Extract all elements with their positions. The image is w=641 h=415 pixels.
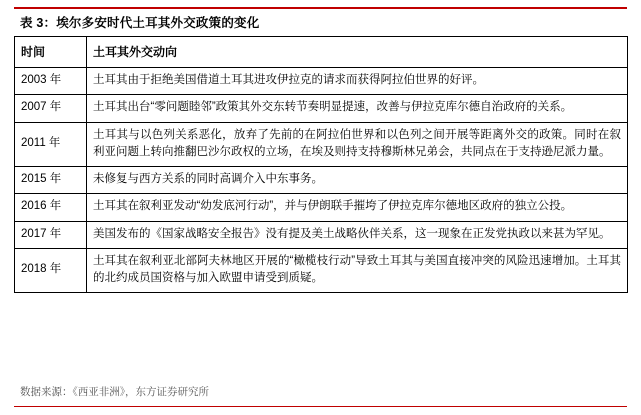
source-note: 数据来源：《西亚非洲》，东方证券研究所 — [20, 386, 209, 398]
cell-description: 土耳其与以色列关系恶化，放弃了先前的在阿拉伯世界和以色列之间开展等距离外交的政策。同时在叙利亚问题上转向推翻巴沙尔政权的立场，在埃及则持支持穆斯林兄弟会，共同点在于支持逊尼派力量。 — [87, 122, 628, 167]
page-title: 表 3：埃尔多安时代土耳其外交政策的变化 — [20, 16, 260, 30]
cell-description: 土耳其在叙利亚发动“幼发底河行动”，并与伊朗联手摧垮了伊拉克库尔德地区政府的独立公投。 — [87, 194, 628, 221]
cell-time: 2015 年 — [15, 167, 87, 194]
column-header-time: 时间 — [15, 37, 87, 68]
table-row — [15, 194, 628, 221]
cell-description: 土耳其由于拒绝美国借道土耳其进攻伊拉克的请求而获得阿拉伯世界的好评。 — [87, 68, 628, 95]
cell-time: 2018 年 — [15, 248, 87, 293]
table-row — [15, 221, 628, 248]
cell-description: 未修复与西方关系的同时高调介入中东事务。 — [87, 167, 628, 194]
cell-description: 土耳其出台“零问题睦邻”政策其外交东转节奏明显提速，改善与伊拉克库尔德自治政府的关系。 — [87, 95, 628, 122]
cell-time: 2017 年 — [15, 221, 87, 248]
table-row — [15, 95, 628, 122]
cell-time: 2016 年 — [15, 194, 87, 221]
top-accent-rule — [14, 7, 627, 9]
bottom-accent-rule — [14, 406, 627, 407]
cell-time: 2011 年 — [15, 122, 87, 167]
table-header — [15, 37, 628, 68]
table-row — [15, 248, 628, 293]
cell-description: 土耳其在叙利亚北部阿夫林地区开展的“橄榄枝行动”导致土耳其与美国直接冲突的风险迅速增加。土耳其的北约成员国资格与加入欧盟申请受到质疑。 — [87, 248, 628, 293]
policy-changes-table — [14, 36, 628, 293]
column-header-policy: 土耳其外交动向 — [87, 37, 628, 68]
cell-time: 2003 年 — [15, 68, 87, 95]
table-body — [15, 68, 628, 293]
cell-time: 2007 年 — [15, 95, 87, 122]
table-row — [15, 68, 628, 95]
table-row — [15, 122, 628, 167]
table-header-row — [15, 37, 628, 68]
table-row — [15, 167, 628, 194]
cell-description: 美国发布的《国家战略安全报告》没有提及美土战略伙伴关系，这一现象在正发党执政以来甚为罕见。 — [87, 221, 628, 248]
